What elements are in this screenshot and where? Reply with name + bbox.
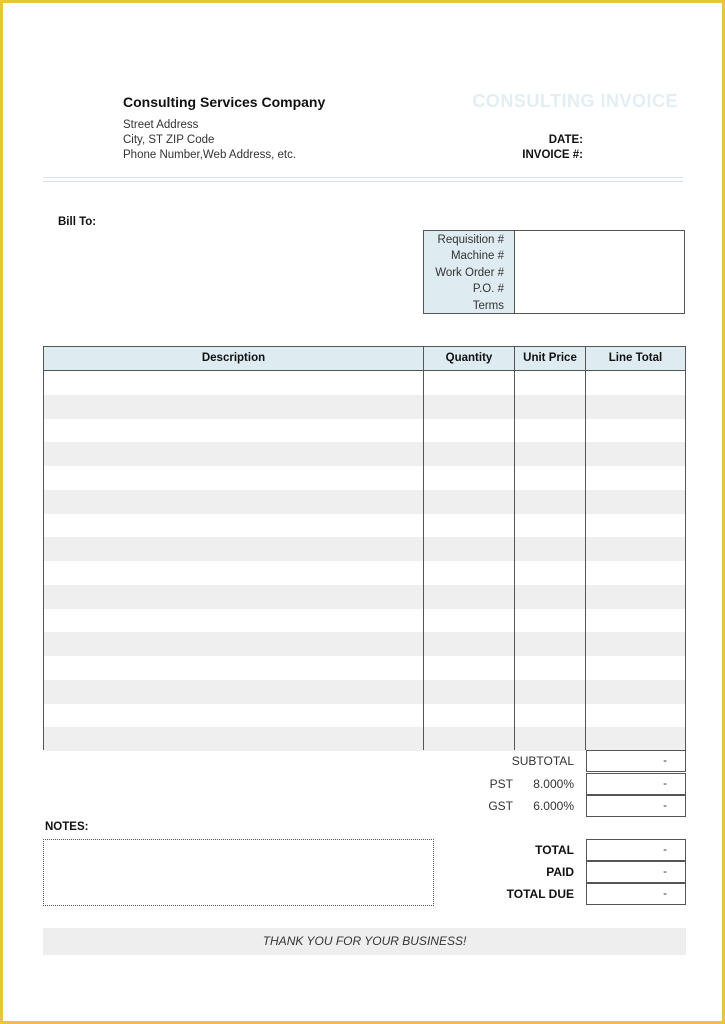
unit-price-cell[interactable] xyxy=(515,561,586,585)
work-order-label: Work Order # xyxy=(435,266,504,279)
unit-price-cell[interactable] xyxy=(515,727,586,751)
quantity-cell[interactable] xyxy=(424,371,515,395)
company-contact: Phone Number,Web Address, etc. xyxy=(123,149,297,161)
description-cell[interactable] xyxy=(44,704,424,728)
unit-price-cell[interactable] xyxy=(515,514,586,538)
unit-price-cell[interactable] xyxy=(515,371,586,395)
description-cell[interactable] xyxy=(44,395,424,419)
quantity-cell[interactable] xyxy=(424,704,515,728)
line-total-cell[interactable] xyxy=(586,704,685,728)
line-total-cell[interactable] xyxy=(586,490,685,514)
column-divider xyxy=(423,371,424,750)
invoice-number-label: INVOICE #: xyxy=(522,149,583,161)
quantity-cell[interactable] xyxy=(424,727,515,751)
table-row[interactable] xyxy=(44,704,685,728)
description-cell[interactable] xyxy=(44,680,424,704)
gst-value: - xyxy=(586,795,686,817)
table-body xyxy=(44,371,685,751)
line-items-table xyxy=(43,346,686,750)
line-total-cell[interactable] xyxy=(586,371,685,395)
line-total-cell[interactable] xyxy=(586,561,685,585)
reference-box xyxy=(423,230,685,314)
terms-label: Terms xyxy=(472,299,504,312)
description-cell[interactable] xyxy=(44,609,424,633)
reference-labels xyxy=(424,231,515,313)
description-cell[interactable] xyxy=(44,632,424,656)
company-street: Street Address xyxy=(123,119,199,131)
machine-label: Machine # xyxy=(450,250,504,263)
subtotal-label: SUBTOTAL xyxy=(511,754,574,768)
line-total-cell[interactable] xyxy=(586,442,685,466)
header-divider xyxy=(43,177,683,178)
requisition-label: Requisition # xyxy=(437,234,504,246)
quantity-cell[interactable] xyxy=(424,561,515,585)
table-row[interactable] xyxy=(44,656,685,680)
unit-price-cell[interactable] xyxy=(515,704,586,728)
description-cell[interactable] xyxy=(44,514,424,538)
invoice-title: CONSULTING INVOICE xyxy=(472,91,678,111)
quantity-cell[interactable] xyxy=(424,632,515,656)
header-divider xyxy=(43,181,683,182)
notes-label: NOTES: xyxy=(45,821,89,833)
table-row[interactable] xyxy=(44,632,685,656)
quantity-cell[interactable] xyxy=(424,514,515,538)
description-cell[interactable] xyxy=(44,419,424,443)
line-total-cell[interactable] xyxy=(586,537,685,561)
pst-rate: 8.000% xyxy=(533,777,574,791)
description-header: Description xyxy=(44,347,424,370)
table-header xyxy=(44,347,685,371)
quantity-cell[interactable] xyxy=(424,442,515,466)
unit-price-cell[interactable] xyxy=(515,466,586,490)
total-label: TOTAL xyxy=(535,843,574,857)
table-row[interactable] xyxy=(44,371,685,395)
quantity-header: Quantity xyxy=(424,347,515,370)
paid-value: - xyxy=(586,861,686,883)
unit-price-cell[interactable] xyxy=(515,585,586,609)
table-row[interactable] xyxy=(44,680,685,704)
description-cell[interactable] xyxy=(44,727,424,751)
table-row[interactable] xyxy=(44,561,685,585)
quantity-cell[interactable] xyxy=(424,419,515,443)
table-row[interactable] xyxy=(44,585,685,609)
line-total-cell[interactable] xyxy=(586,727,685,751)
unit-price-cell[interactable] xyxy=(515,490,586,514)
quantity-cell[interactable] xyxy=(424,395,515,419)
po-label: P.O. # xyxy=(472,283,504,296)
unit-price-cell[interactable] xyxy=(515,680,586,704)
line-total-cell[interactable] xyxy=(586,632,685,656)
line-total-cell[interactable] xyxy=(586,680,685,704)
unit-price-cell[interactable] xyxy=(515,442,586,466)
notes-field[interactable] xyxy=(43,839,434,906)
table-row[interactable] xyxy=(44,466,685,490)
total-due-value: - xyxy=(586,883,686,905)
unit-price-cell[interactable] xyxy=(515,632,586,656)
total-due-label: TOTAL DUE xyxy=(506,887,574,901)
description-cell[interactable] xyxy=(44,656,424,680)
table-row[interactable] xyxy=(44,419,685,443)
table-row[interactable] xyxy=(44,537,685,561)
thank-you-banner: THANK YOU FOR YOUR BUSINESS! xyxy=(43,928,686,955)
quantity-cell[interactable] xyxy=(424,609,515,633)
quantity-cell[interactable] xyxy=(424,656,515,680)
table-row[interactable] xyxy=(44,442,685,466)
company-city: City, ST ZIP Code xyxy=(123,134,215,146)
description-cell[interactable] xyxy=(44,371,424,395)
description-cell[interactable] xyxy=(44,585,424,609)
paid-label: PAID xyxy=(546,865,574,879)
description-cell[interactable] xyxy=(44,537,424,561)
subtotal-value: - xyxy=(586,750,686,772)
column-divider xyxy=(585,371,586,750)
line-total-cell[interactable] xyxy=(586,419,685,443)
unit-price-cell[interactable] xyxy=(515,395,586,419)
line-total-cell[interactable] xyxy=(586,466,685,490)
table-row[interactable] xyxy=(44,609,685,633)
description-cell[interactable] xyxy=(44,466,424,490)
description-cell[interactable] xyxy=(44,442,424,466)
bill-to-label: Bill To: xyxy=(58,216,97,228)
line-total-cell[interactable] xyxy=(586,514,685,538)
quantity-cell[interactable] xyxy=(424,680,515,704)
gst-label: GST xyxy=(488,799,513,813)
table-row[interactable] xyxy=(44,514,685,538)
quantity-cell[interactable] xyxy=(424,466,515,490)
line-total-cell[interactable] xyxy=(586,585,685,609)
quantity-cell[interactable] xyxy=(424,585,515,609)
gst-rate: 6.000% xyxy=(533,799,574,813)
quantity-cell[interactable] xyxy=(424,490,515,514)
date-label: DATE: xyxy=(548,134,583,146)
unit-price-cell[interactable] xyxy=(515,419,586,443)
company-name: Consulting Services Company xyxy=(123,94,326,110)
table-row[interactable] xyxy=(44,395,685,419)
line-total-header: Line Total xyxy=(608,352,663,364)
pst-label: PST xyxy=(489,777,513,791)
table-row[interactable] xyxy=(44,490,685,514)
line-total-cell[interactable] xyxy=(586,656,685,680)
pst-value: - xyxy=(586,773,686,795)
unit-price-cell[interactable] xyxy=(515,656,586,680)
line-total-cell[interactable] xyxy=(586,609,685,633)
total-value: - xyxy=(586,839,686,861)
description-cell[interactable] xyxy=(44,561,424,585)
unit-price-cell[interactable] xyxy=(515,609,586,633)
quantity-cell[interactable] xyxy=(424,537,515,561)
unit-price-cell[interactable] xyxy=(515,537,586,561)
unit-price-header: Unit Price xyxy=(515,347,586,370)
line-total-cell[interactable] xyxy=(586,395,685,419)
column-divider xyxy=(514,371,515,750)
reference-values[interactable] xyxy=(515,231,684,313)
description-cell[interactable] xyxy=(44,490,424,514)
table-row[interactable] xyxy=(44,727,685,751)
